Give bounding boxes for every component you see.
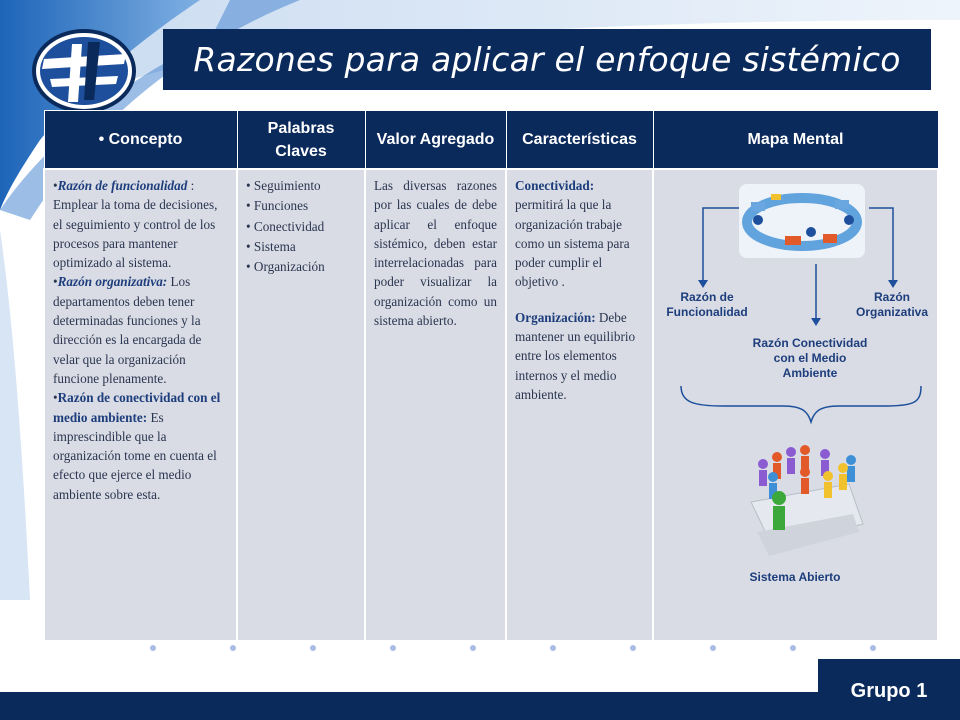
header-caracteristicas: Características (506, 111, 653, 170)
cell-valor-agregado (365, 169, 506, 641)
valor-agregado-text: Las diversas razones por las cuales de debe aplicar el enfoque sistémico, deben estar interrelacionadas para poder visualizar la organización como un sistema abierto. (374, 178, 497, 329)
list-item: • Funciones (246, 198, 309, 214)
table-header-row (44, 111, 938, 170)
cell-caracteristicas (506, 169, 653, 641)
caracteristica-conectividad: Conectividad: permitirá la que la organización trabaje como un sistema para poder cumplir el objetivo . (515, 178, 630, 290)
dot (230, 645, 236, 651)
header-concepto: • Concepto (44, 111, 237, 170)
concepto-item-conectividad: •Razón de conectividad con el medio ambiente: Es imprescindible que la organización tome en cuenta el efecto que ejerce el medio ambiente sobre esta. (53, 390, 221, 502)
dot (550, 645, 556, 651)
list-item: • Organización (246, 259, 325, 275)
dot (630, 645, 636, 651)
cell-palabras-claves (237, 169, 365, 641)
dot (390, 645, 396, 651)
dot (150, 645, 156, 651)
dot (870, 645, 876, 651)
list-item: • Sistema (246, 238, 296, 254)
dot (790, 645, 796, 651)
page-title: Razones para aplicar el enfoque sistémico (163, 29, 931, 90)
mind-map-graphic (653, 172, 937, 638)
keywords-list (246, 176, 356, 277)
caracteristica-organizacion: Organización: Debe mantener un equilibrio entre los elementos internos y el medio ambiente. (515, 309, 636, 402)
decorative-dots (0, 645, 960, 657)
concepto-item-funcionalidad: •Razón de funcionalidad : Emplear la toma de decisiones, el seguimiento y control de los procesos para mantener optimizado al sistema. (53, 178, 218, 271)
concepto-item-organizativa: •Razón organizativa: Los departamentos deben tener determinadas funciones y la dirección es la encargada de velar que la organización funcione plenamente. (53, 274, 202, 386)
organization-network-icon (739, 184, 865, 258)
people-puzzle-icon (751, 445, 863, 556)
header-valor-agregado: Valor Agregado (365, 111, 506, 170)
footer-bar (0, 692, 960, 720)
company-logo (28, 24, 140, 116)
list-item: • Seguimiento (246, 178, 321, 193)
label-razon-organizativa: Razón Organizativa (855, 290, 929, 319)
group-label: Grupo 1 (818, 659, 960, 720)
mind-map (653, 172, 937, 638)
label-sistema-abierto: Sistema Abierto (749, 570, 841, 584)
header-mapa-mental: Mapa Mental (653, 111, 938, 170)
grouping-brace (681, 386, 921, 422)
cell-concepto (44, 169, 237, 641)
dot (470, 645, 476, 651)
list-item: • Conectividad (246, 218, 325, 234)
header-palabras-claves: Palabras Claves (237, 111, 365, 170)
dot (710, 645, 716, 651)
label-razon-funcionalidad: Razón de Funcionalidad (666, 290, 748, 319)
label-razon-conectividad: Razón Conectividad con el Medio Ambiente (752, 336, 868, 380)
dot (310, 645, 316, 651)
